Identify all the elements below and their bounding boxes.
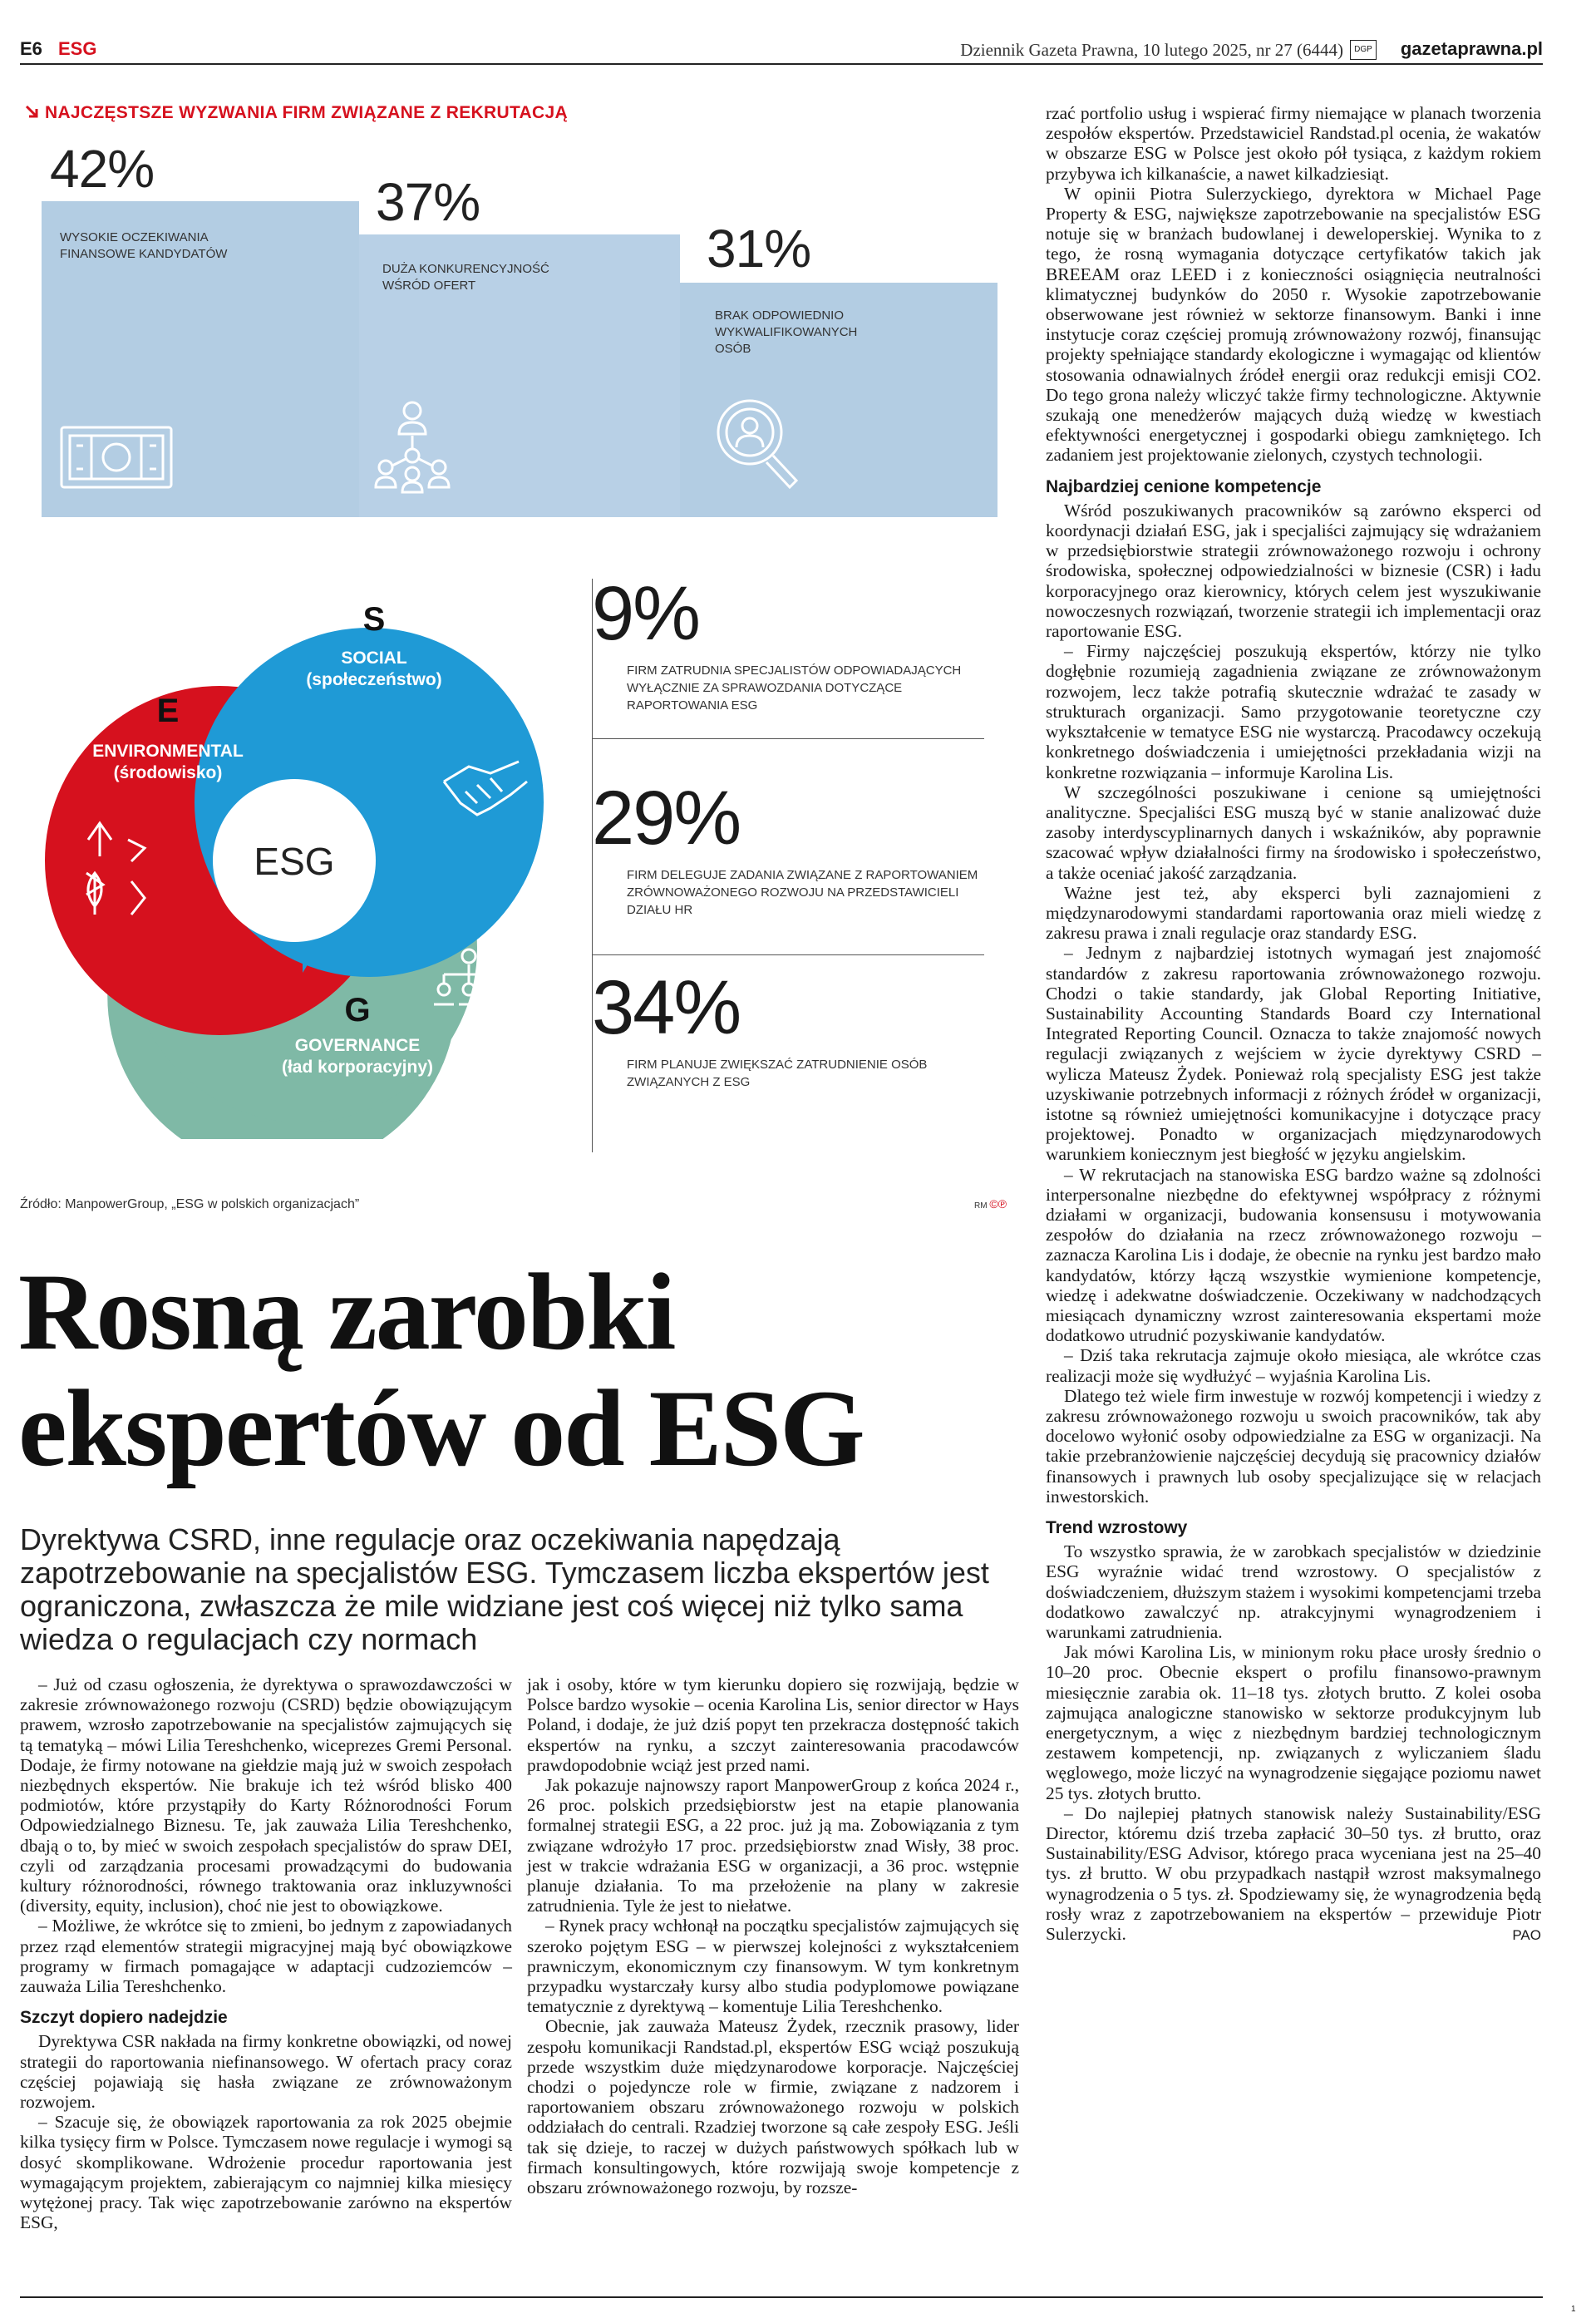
col3-paragraph: – W rekrutacjach na stanowiska ESG bardzo ważne są zdolności interpersonalne niezbędne do efektywnej współpracy z różnymi działami w organizacji, budowania konsensusu i motywowania zespołów do działania na rzecz zrównoważonego rozwoju – zaznacza Karolina Lis i dodaje, że obecnie na rynku jest bardzo mało kandydatów, którzy łączą wszystkie wymienione kompetencje, wiedzę i adekwatne doświadczenie. Oczekiwany w nadchodzących miesiącach dynamiczny wzrost zainteresowania ekspertami może dodatkowo utrudnić pozyskiwanie kandydatów. [1046,1164,1541,1346]
article-column-3 [1046,103,1541,1946]
headline-line-2: ekspertów od ESG [18,1367,864,1489]
page-mark: 1 [1571,2305,1576,2314]
subheading-kompetencje: Najbardziej cenione kompetencje [1046,476,1322,496]
col3-paragraph: W szczególności poszukiwane i cenione są umiejętności analityczne. Specjaliści ESG muszą być w stanie analizować duże zasoby interdyscyplinarnych danych i wskaźników, aby poprawnie szacować wpływ działalności firmy na środowisko i społeczeństwo, a także oceniać jakość zarządzania. [1046,782,1541,883]
stat-2 [592,778,979,919]
col3-paragraph: – Jednym z najbardziej istotnych wymagań jest znajomość standardów z zakresu raportowania zrównoważonego rozwoju. Chodzi o takie standardy, jak Global Reporting Initiative, Sustainability Accounting Standards Board czy International Integrated Reporting Council. Oznacza to także znajomość nowych regulacji związanych z wejściem w życie dyrektywy CSRD – wylicza Mateusz Żydek. Ponieważ rolą specjalisty ESG jest także uzyskiwanie potrzebnych informacji z różnych źródeł w organizacji, istotne są również umiejętności komunikacyjne i dotyczące pracy projektowej. Ponadto w organizacjach międzynarodowych warunkiem koniecznym jest biegłość w języku angielskim. [1046,943,1541,1165]
bar-2-label: DUŻA KONKURENCYJNOŚĆ WŚRÓD OFERT [382,262,549,293]
col1-paragraph: – Szacuje się, że obowiązek raportowania za rok 2025 obejmie kilka tysięcy firm w Polsce. Tymczasem nowe regulacje i wymogi są dosyć skomplikowane. Wdrożenie procedur raportowania jest wymagającym projektem, zabierającym co najmniej kilka miesięcy wytężonej pracy. Tak więc zapotrzebowanie zarówno na ekspertów ESG, [20,2112,512,2233]
col1-paragraph: – Możliwe, że wkrótce się to zmieni, bo jednym z zapowiadanych przez rząd elementów strategii migracyjnej mają być obowiązkowe programy w firmach pomagające w adaptacji cudzoziemców – zauważa Lilia Tereshchenko. [20,1916,512,1997]
infographic-credit [974,1197,1007,1211]
people-network-icon [372,397,452,498]
col2-paragraph: Jak pokazuje najnowszy raport ManpowerGroup z końca 2024 r., 26 proc. polskich przedsiębiorstw jest na etapie planowania formalnej strategii ESG, a 22 proc. już ją ma. Zobowiązania z tym związane wdrożyło 17 proc. przedsiębiorstw znad Wisły, 38 proc. jest w trakcie wdrażania ESG w organizacji, a 36 proc. wstępnie planuje działania. To ma przełożenie na plany w zakresie zatrudnienia. Tyle że jest to niełatwe. [527,1775,1019,1916]
bar-1-value: 42% [50,139,155,199]
credit-initials: RM [974,1201,988,1211]
stat-1 [592,571,979,714]
e-letter: E [156,693,180,729]
infographic-source: Źródło: ManpowerGroup, „ESG w polskich organizacjach” [20,1197,360,1211]
article-column-2 [527,1674,1019,2197]
footer-rule [20,2296,1543,2298]
headline-line-1: Rosną zarobki [18,1250,675,1373]
article-column-1 [20,1674,512,2232]
col3-paragraph: To wszystko sprawia, że w zarobkach specjalistów w dziedzinie ESG wyraźnie widać trend wzrostowy. O specjalistów z doświadczeniem, dłuższym stażem i wysokimi kompetencjami trzeba dodatkowo zawalczyć np. atrakcyjnymi wynagrodzeniem i warunkami zatrudnienia. [1046,1541,1541,1643]
bar-3-value: 31% [707,219,811,279]
stat-1-value: 9% [592,571,699,656]
money-icon [58,422,175,496]
stat-3 [592,965,979,1091]
subheading-szczyt: Szczyt dopiero nadejdzie [20,2008,228,2028]
infographic-title [25,103,568,123]
magnifier-person-icon [710,394,801,495]
bar-3-label: BRAK ODPOWIEDNIO WYKWALIFIKOWANYCH OSÓB [715,308,858,356]
col3-paragraph: – Firmy najczęściej poszukują ekspertów, którzy nie tylko dogłębnie rozumieją zagadnienia związane ze zrównoważonym rozwojem, lecz także potrafią skutecznie wdrażać te zasady w strukturach organizacji. Samo przygotowanie teoretyczne czy wykształcenie w tematyce ESG nie wystarczą. Pracodawcy oczekują konkretnego doświadczenia i umiejętności przekładania wizji na konkretne rozwiązania – informuje Karolina Lis. [1046,641,1541,782]
subheading-trend: Trend wzrostowy [1046,1518,1188,1538]
stat-2-value: 29% [592,776,741,861]
col3-paragraph: Ważne jest też, aby eksperci byli zaznajomieni z międzynarodowymi standardami raportowania oraz mieli wiedzę z zakresu prawa i znali regulacje oraz standardy ESG. [1046,882,1541,944]
e-label: ENVIRONMENTAL [92,742,244,761]
col3-paragraph: W opinii Piotra Sulerzyckiego, dyrektora w Michael Page Property & ESG, największe zapotrzebowanie na specjalistów ESG notuje się w branżach budowlanej i deweloperskiej. Wynika to z tego, że rosną wymagania dotyczące certyfikatów takich jak BREEAM oraz LEED i z konieczności osiągnięcia neutralności klimatycznej budynków do 2050 r. Wysokie zapotrzebowanie obserwowane jest również w sektorze finansowym. Banki i inne instytucje coraz częściej promują zrównoważony rozwój, finansując projekty spełniające standardy ekologiczne i wymagając od klientów stosowania odnawialnych źródeł energii oraz redukcji emisji CO2. Do tego grona należy wliczyć także firmy technologiczne. Aktywnie szukają one menedżerów mających dużą wiedzę w kwestiach efektywności energetycznej i gospodarki obiegu zamkniętego. Ich zadaniem jest projektowanie zielonych, czystych technologii. [1046,183,1541,466]
stats-divider-2 [592,954,984,955]
bar-1-label: WYSOKIE OCZEKIWANIA FINANSOWE KANDYDATÓW [60,230,228,261]
arrow-icon [25,103,38,123]
s-letter: S [362,601,386,638]
page-number: E6 [20,38,42,59]
col1-paragraph: – Już od czasu ogłoszenia, że dyrektywa o sprawozdawczości w zakresie zrównoważonego rozwoju (CSRD) będzie obowiązującym prawem, wzrosło zapotrzebowanie na specjalistów zajmujących się tą tematyką – mówi Lilia Tereshchenko, wiceprezes Gremi Personal. Dodaje, że firmy notowane na giełdzie mają już w swoich zespołach niezbędnych ekspertów. Nie brakuje ich też wśród blisko 400 podmiotów, które przystąpiły do Karty Różnorodności Forum Odpowiedzialnego Biznesu. Te, jak zauważa Lilia Tereshchenko, dbają o to, by mieć w swoich zespołach specjalistów do spraw DEI, czyli od zarządzania procesami prowadzącymi do budowania kultury różnorodności, równego traktowania oraz inkluzywności (diversity, equity, inclusion), choć nie jest to obowiązkowe. [20,1674,512,1916]
col2-paragraph: – Rynek pracy wchłonął na początku specjalistów zajmujących się szeroko pojętym ESG – w pierwszej kolejności z wykształceniem prawniczym, ekonomicznym czy finansowym. W tym konkretnym przypadku wystarczały kursy albo studia podyplomowe powiązane tematycznie z dyrektywą – komentuje Lilia Tereshchenko. [527,1916,1019,2017]
s-label: SOCIAL [341,649,407,668]
page-header [20,33,1543,65]
stat-2-text: FIRM DELEGUJE ZADANIA ZWIĄZANE Z RAPORTOWANIEM ZRÓWNOWAŻONEGO ROZWOJU NA PRZEDSTAWICIELI DZIAŁU HR [627,868,978,917]
col3-paragraph: Wśród poszukiwanych pracowników są zarówno eksperci od koordynacji działań ESG, jak i specjaliści zajmujący się wdrażaniem w przedsiębiorstwie strategii zrównoważonego rozwoju i ochrony środowiska, społecznej odpowiedzialności w biznesie (CSR) i ładu korporacyjnego oraz kierownicy, których celem jest wyszukiwanie nowoczesnych rozwiązań, tworzenie strategii ich implementacji oraz raportowanie ESG. [1046,500,1541,642]
infographic-title-text: NAJCZĘSTSZE WYZWANIA FIRM ZWIĄZANE Z REKRUTACJĄ [45,103,568,122]
bar-2-value: 37% [376,172,480,232]
col3-paragraph: rzać portfolio usług i wspierać firmy niemające w planach tworzenia zespołów ekspertów. Przedstawiciel Randstad.pl ocenia, że wakatów w obszarze ESG w Polsce jest około pół tysiąca, z każdym rokiem przybywa ich kilkanaście, a nawet kilkadziesiąt. [1046,103,1541,184]
site-link[interactable]: gazetaprawna.pl [1400,38,1543,59]
stats-divider-1 [592,738,984,739]
e-sublabel: (środowisko) [113,763,223,782]
stat-3-text: FIRM PLANUJE ZWIĘKSZAĆ ZATRUDNIENIE OSÓB ZWIĄZANYCH Z ESG [627,1058,928,1089]
col3-paragraph: Dlatego też wiele firm inwestuje w rozwój kompetencji i wiedzy z zakresu zrównoważonego rozwoju u swoich pracowników, tak aby docelowo wyłonić osoby odpowiedzialne za ESG w organizacji. Na takie przebranżowienie najczęściej decydują się pracownicy działów finansowych i prawnych lub osoby specjalizujące się w relacjach inwestorskich. [1046,1385,1541,1507]
copyright-icon: ©℗ [989,1197,1007,1211]
col3-paragraph: – Do najlepiej płatnych stanowisk należy Sustainability/ESG Director, któremu dziś trzeba zapłacić 30–50 tys. zł brutto, oraz Sustainability/ESG Advisor, którego praca wyceniana jest na 25–40 tys. zł brutto. W obu przypadkach nastąpił wzrost maksymalnego wynagrodzenia o 5 tys. zł. Spodziewamy się, że wynagrodzenia będą rosły wraz z zapotrzebowaniem na ekspertów – przewiduje Piotr Sulerzycki. [1046,1803,1541,1945]
stat-1-text: FIRM ZATRUDNIA SPECJALISTÓW ODPOWIADAJĄCYCH WYŁĄCZNIE ZA SPRAWOZDANIA DOTYCZĄCE RAPORTOWANIA ESG [627,663,962,713]
section-name: ESG [58,38,97,59]
col1-paragraph: Dyrektywa CSR nakłada na firmy konkretne obowiązki, od nowej strategii do raportowania niefinansowego. W ofertach pracy coraz częściej pojawiają się hasła związane ze zrównoważonym rozwojem. [20,2031,512,2113]
issue-info: Dziennik Gazeta Prawna, 10 lutego 2025, nr 27 (6444) [960,40,1343,60]
col2-paragraph: jak i osoby, które w tym kierunku dopiero się rozwijają, będzie w Polsce bardzo wysokie – ocenia Karolina Lis, senior director w Hays Poland, i dodaje, że już dziś popyt ten przekracza dostępność takich ekspertów na rynku, a szczyt zainteresowania pracodawców prawdopodobnie wciąż jest przed nami. [527,1674,1019,1775]
col3-paragraph: – Dziś taka rekrutacja zajmuje około miesiąca, ale wkrótce czas realizacji może się wydłużyć – wyjaśnia Karolina Lis. [1046,1345,1541,1386]
article-headline [18,1250,999,1489]
col3-paragraph: Jak mówi Karolina Lis, w minionym roku płace urosły średnio o 10–20 proc. Obecnie ekspert o profilu finansowo-prawnym miesięcznie zarabia ok. 11–18 tys. złotych brutto. Z kolei osoba zajmująca analogiczne stanowisko w sektorze produkcyjnym lub energetycznym, a więc z niezbędnym bardziej technologicznym zestawem kompetencji, np. związanych z wyliczaniem śladu węglowego, może liczyć na wynagrodzenie sięgające poziomu nawet 25 tys. złotych brutto. [1046,1642,1541,1803]
dgp-logo: DGP [1350,40,1377,60]
esg-diagram [28,574,577,1139]
col2-paragraph: Obecnie, jak zauważa Mateusz Żydek, rzecznik prasowy, lider zespołu komunikacji Randstad.pl, ekspertów ESG wciąż poszukują przede wszystkim duże międzynarodowe korporacje. Najczęściej chodzi o pojedyncze role w firmie, związane z nadzorem i raportowaniem obszaru zrównoważonego rozwoju w polskich oddziałach do centrali. Rzadziej tworzone są całe zespoły ESG. Jeśli tak się dzieje, to raczej w dużych państwowych spółkach lub w firmach konsultingowych, które rozwijają swoje kompetencje z obszaru zrównoważonego rozwoju, by rozsze- [527,2016,1019,2198]
g-sublabel: (ład korporacyjny) [281,1058,434,1077]
esg-center-label: ESG [254,840,335,883]
article-lead: Dyrektywa CSRD, inne regulacje oraz oczekiwania napędzają zapotrzebowanie na specjalistów ESG. Tymczasem liczba ekspertów jest ograniczona, zwłaszcza że mile widziane jest coś więcej niż tylko sama wiedza o regulacjach czy normach [20,1522,989,1656]
stat-3-value: 34% [592,965,741,1050]
g-label: GOVERNANCE [294,1036,421,1055]
author-initials: PAO [1512,1927,1541,1944]
s-sublabel: (społeczeństwo) [306,670,442,689]
g-letter: G [344,992,371,1028]
